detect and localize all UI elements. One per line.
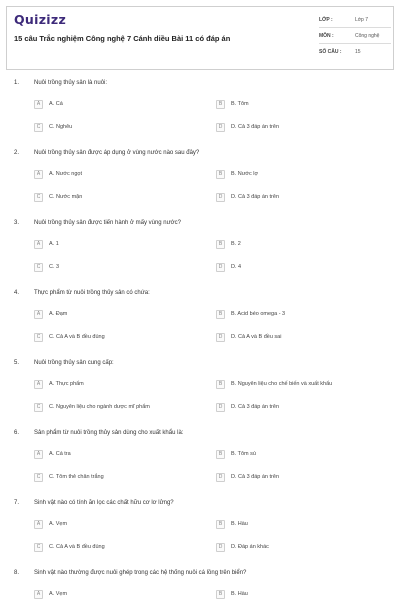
question-number: 8. bbox=[14, 570, 20, 576]
question-item bbox=[0, 212, 400, 282]
question-number: 5. bbox=[14, 360, 20, 366]
option-a[interactable] bbox=[34, 448, 71, 460]
option-letter-box: A bbox=[34, 170, 43, 179]
option-d[interactable] bbox=[216, 121, 279, 133]
option-d[interactable] bbox=[216, 541, 269, 553]
option-text: D. 4 bbox=[231, 264, 242, 270]
meta-value: Công nghệ bbox=[355, 33, 380, 39]
option-text: B. Acid béo omega - 3 bbox=[231, 311, 286, 317]
option-c[interactable] bbox=[34, 331, 105, 343]
meta-label: MÔN : bbox=[319, 33, 334, 39]
option-letter-box: B bbox=[216, 170, 225, 179]
option-d[interactable] bbox=[216, 261, 241, 273]
option-letter-box: D bbox=[216, 403, 225, 412]
option-letter-box: C bbox=[34, 333, 43, 342]
option-text: C. 3 bbox=[49, 264, 60, 270]
option-d[interactable] bbox=[216, 471, 279, 483]
meta-value: Lớp 7 bbox=[355, 17, 369, 23]
quizizz-logo[interactable]: Quizizz bbox=[14, 12, 67, 27]
option-text: D. Cả 3 đáp án trên bbox=[231, 404, 280, 410]
meta-row-count bbox=[319, 45, 391, 59]
option-b[interactable] bbox=[216, 588, 248, 600]
option-d[interactable] bbox=[216, 401, 279, 413]
option-b[interactable] bbox=[216, 518, 248, 530]
option-letter-box: A bbox=[34, 520, 43, 529]
option-a[interactable] bbox=[34, 98, 63, 110]
question-text: Nuôi trồng thủy sản được áp dụng ở vùng nước nào sau đây? bbox=[34, 150, 200, 156]
option-b[interactable] bbox=[216, 238, 241, 250]
question-number: 3. bbox=[14, 220, 20, 226]
option-text: A. Vẹm bbox=[49, 591, 68, 597]
worksheet-header bbox=[6, 6, 394, 70]
question-text: Sinh vật nào có tính ăn lọc các chất hữu cơ lơ lửng? bbox=[34, 500, 174, 506]
option-b[interactable] bbox=[216, 308, 285, 320]
option-c[interactable] bbox=[34, 401, 150, 413]
option-letter-box: A bbox=[34, 380, 43, 389]
option-text: A. Cá tra bbox=[49, 451, 71, 457]
question-list bbox=[0, 72, 400, 600]
option-c[interactable] bbox=[34, 261, 59, 273]
question-number: 6. bbox=[14, 430, 20, 436]
option-text: A. Đạm bbox=[49, 311, 68, 317]
option-text: A. 1 bbox=[49, 241, 59, 247]
option-text: C. Nguyên liệu cho ngành dược mĩ phẩm bbox=[49, 404, 150, 410]
option-text: B. Tôm bbox=[231, 101, 249, 107]
meta-table bbox=[319, 13, 391, 60]
option-text: C. Cả A và B đều đúng bbox=[49, 544, 105, 550]
option-text: A. Thực phẩm bbox=[49, 381, 84, 387]
option-letter-box: B bbox=[216, 450, 225, 459]
option-c[interactable] bbox=[34, 541, 105, 553]
meta-row-class bbox=[319, 13, 391, 28]
option-b[interactable] bbox=[216, 98, 249, 110]
option-c[interactable] bbox=[34, 471, 104, 483]
question-number: 2. bbox=[14, 150, 20, 156]
option-a[interactable] bbox=[34, 238, 59, 250]
option-letter-box: C bbox=[34, 543, 43, 552]
question-text: Nuôi trồng thủy sản cung cấp: bbox=[34, 360, 114, 366]
question-text: Sinh vật nào thường được nuôi ghép trong các hệ thống nuôi cá lồng trên biển? bbox=[34, 570, 247, 576]
option-text: D. Cả A và B đều sai bbox=[231, 334, 282, 340]
option-d[interactable] bbox=[216, 331, 281, 343]
option-letter-box: A bbox=[34, 100, 43, 109]
meta-label: SỐ CÂU : bbox=[319, 49, 342, 55]
option-b[interactable] bbox=[216, 378, 332, 390]
question-text: Nuôi trồng thủy sản là nuôi: bbox=[34, 80, 108, 86]
question-item bbox=[0, 282, 400, 352]
option-a[interactable] bbox=[34, 378, 84, 390]
option-a[interactable] bbox=[34, 588, 67, 600]
option-letter-box: D bbox=[216, 473, 225, 482]
option-text: B. Nước lợ bbox=[231, 171, 259, 177]
option-letter-box: D bbox=[216, 333, 225, 342]
question-item bbox=[0, 352, 400, 422]
option-letter-box: A bbox=[34, 310, 43, 319]
option-letter-box: B bbox=[216, 590, 225, 599]
option-c[interactable] bbox=[34, 191, 82, 203]
meta-label: LỚP : bbox=[319, 17, 333, 23]
option-d[interactable] bbox=[216, 191, 279, 203]
option-letter-box: C bbox=[34, 263, 43, 272]
option-text: D. Cả 3 đáp án trên bbox=[231, 474, 280, 480]
option-text: A. Cá bbox=[49, 101, 63, 107]
option-letter-box: C bbox=[34, 123, 43, 132]
meta-value: 15 bbox=[355, 49, 361, 55]
option-letter-box: B bbox=[216, 240, 225, 249]
option-c[interactable] bbox=[34, 121, 72, 133]
question-number: 7. bbox=[14, 500, 20, 506]
option-text: A. Nước ngọt bbox=[49, 171, 82, 177]
option-text: B. Hàu bbox=[231, 521, 248, 527]
option-letter-box: A bbox=[34, 240, 43, 249]
option-b[interactable] bbox=[216, 448, 256, 460]
option-letter-box: D bbox=[216, 263, 225, 272]
option-text: D. Cả 3 đáp án trên bbox=[231, 194, 280, 200]
question-number: 1. bbox=[14, 80, 20, 86]
option-a[interactable] bbox=[34, 308, 67, 320]
question-text: Thực phẩm từ nuôi trồng thủy sản có chứa: bbox=[34, 290, 150, 296]
option-text: C. Cả A và B đều đúng bbox=[49, 334, 105, 340]
option-a[interactable] bbox=[34, 518, 67, 530]
option-text: B. Nguyên liệu cho chế biến và xuất khẩu bbox=[231, 381, 333, 387]
option-text: C. Nghêu bbox=[49, 124, 73, 130]
question-item bbox=[0, 492, 400, 562]
question-item bbox=[0, 422, 400, 492]
option-letter-box: B bbox=[216, 100, 225, 109]
page-title: 15 câu Trắc nghiệm Công nghệ 7 Cánh diều Bài 11 có đáp án bbox=[14, 34, 231, 43]
meta-row-subject bbox=[319, 29, 391, 44]
option-text: C. Nước mặn bbox=[49, 194, 83, 200]
option-letter-box: C bbox=[34, 403, 43, 412]
option-text: B. Hàu bbox=[231, 591, 248, 597]
option-text: B. Tôm sú bbox=[231, 451, 256, 457]
question-item bbox=[0, 142, 400, 212]
option-b[interactable] bbox=[216, 168, 258, 180]
option-letter-box: D bbox=[216, 123, 225, 132]
option-letter-box: A bbox=[34, 590, 43, 599]
question-number: 4. bbox=[14, 290, 20, 296]
option-letter-box: A bbox=[34, 450, 43, 459]
option-letter-box: C bbox=[34, 473, 43, 482]
question-item bbox=[0, 562, 400, 600]
option-text: B. 2 bbox=[231, 241, 241, 247]
option-a[interactable] bbox=[34, 168, 82, 180]
option-text: D. Đáp án khác bbox=[231, 544, 269, 550]
option-letter-box: D bbox=[216, 543, 225, 552]
question-text: Sản phẩm từ nuôi trồng thủy sản dùng cho xuất khẩu là: bbox=[34, 430, 184, 436]
option-letter-box: B bbox=[216, 310, 225, 319]
option-text: D. Cả 3 đáp án trên bbox=[231, 124, 280, 130]
option-letter-box: C bbox=[34, 193, 43, 202]
option-letter-box: B bbox=[216, 520, 225, 529]
question-text: Nuôi trồng thủy sản được tiến hành ở mấy vùng nước? bbox=[34, 220, 181, 226]
question-item bbox=[0, 72, 400, 142]
option-text: C. Tôm thẻ chân trắng bbox=[49, 474, 104, 480]
option-letter-box: B bbox=[216, 380, 225, 389]
option-text: A. Vẹm bbox=[49, 521, 68, 527]
option-letter-box: D bbox=[216, 193, 225, 202]
